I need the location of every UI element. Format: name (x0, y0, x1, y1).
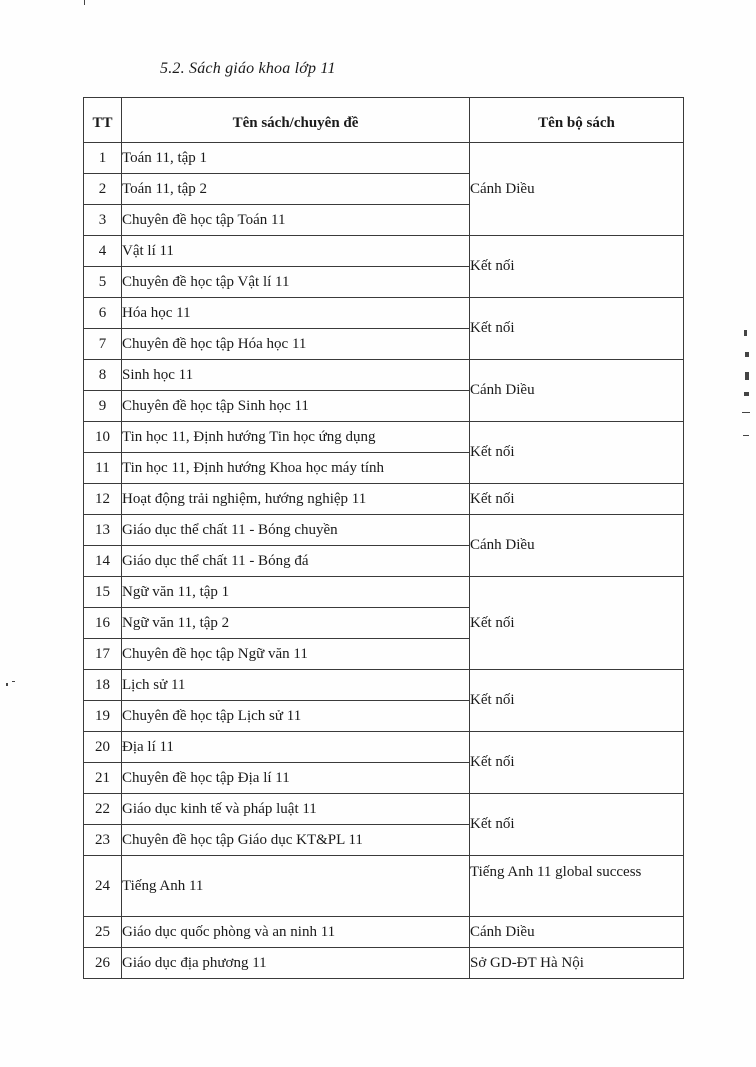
row-number: 6 (84, 298, 122, 329)
section-title: 5.2. Sách giáo khoa lớp 11 (160, 60, 336, 77)
table-row (84, 298, 684, 329)
row-number: 4 (84, 236, 122, 267)
book-name: Giáo dục thể chất 11 - Bóng chuyền (122, 515, 470, 546)
table-row (84, 143, 684, 174)
scan-mark (84, 0, 85, 5)
row-number: 16 (84, 608, 122, 639)
scan-mark (743, 435, 749, 436)
book-set: Tiếng Anh 11 global success (470, 856, 684, 917)
book-name: Chuyên đề học tập Vật lí 11 (122, 267, 470, 298)
row-number: 19 (84, 701, 122, 732)
book-name: Toán 11, tập 1 (122, 143, 470, 174)
row-number: 7 (84, 329, 122, 360)
scan-mark (742, 412, 750, 413)
row-number: 18 (84, 670, 122, 701)
book-set: Kết nối (470, 236, 684, 298)
book-name: Chuyên đề học tập Giáo dục KT&PL 11 (122, 825, 470, 856)
row-number: 17 (84, 639, 122, 670)
row-number: 11 (84, 453, 122, 484)
book-name: Chuyên đề học tập Hóa học 11 (122, 329, 470, 360)
book-set: Cánh Diều (470, 360, 684, 422)
book-name: Địa lí 11 (122, 732, 470, 763)
table-row (84, 732, 684, 763)
scan-mark (744, 330, 747, 336)
book-set: Kết nối (470, 422, 684, 484)
row-number: 9 (84, 391, 122, 422)
row-number: 21 (84, 763, 122, 794)
book-name: Chuyên đề học tập Lịch sử 11 (122, 701, 470, 732)
row-number: 12 (84, 484, 122, 515)
row-number: 3 (84, 205, 122, 236)
row-number: 13 (84, 515, 122, 546)
row-number: 10 (84, 422, 122, 453)
row-number: 14 (84, 546, 122, 577)
book-name: Chuyên đề học tập Ngữ văn 11 (122, 639, 470, 670)
scan-mark (745, 372, 749, 380)
book-set: Kết nối (470, 298, 684, 360)
book-set: Kết nối (470, 732, 684, 794)
book-name: Vật lí 11 (122, 236, 470, 267)
book-set: Sở GD-ĐT Hà Nội (470, 948, 684, 979)
header-book-name: Tên sách/chuyên đề (122, 98, 470, 143)
scan-mark (744, 392, 749, 396)
book-set: Kết nối (470, 484, 684, 515)
book-name: Tin học 11, Định hướng Khoa học máy tính (122, 453, 470, 484)
table-row (84, 917, 684, 948)
row-number: 24 (84, 856, 122, 917)
row-number: 8 (84, 360, 122, 391)
row-number: 22 (84, 794, 122, 825)
book-name: Tiếng Anh 11 (122, 856, 470, 917)
book-name: Hóa học 11 (122, 298, 470, 329)
scan-mark (12, 681, 15, 682)
book-name: Giáo dục quốc phòng và an ninh 11 (122, 917, 470, 948)
book-name: Lịch sử 11 (122, 670, 470, 701)
header-book-set: Tên bộ sách (470, 98, 684, 143)
row-number: 2 (84, 174, 122, 205)
book-name: Ngữ văn 11, tập 1 (122, 577, 470, 608)
book-set: Kết nối (470, 794, 684, 856)
scan-mark (745, 352, 749, 357)
row-number: 23 (84, 825, 122, 856)
row-number: 26 (84, 948, 122, 979)
book-name: Giáo dục thể chất 11 - Bóng đá (122, 546, 470, 577)
book-name: Chuyên đề học tập Toán 11 (122, 205, 470, 236)
book-name: Chuyên đề học tập Địa lí 11 (122, 763, 470, 794)
table-row (84, 794, 684, 825)
row-number: 15 (84, 577, 122, 608)
book-name: Chuyên đề học tập Sinh học 11 (122, 391, 470, 422)
table-header-row (84, 98, 684, 143)
table-row (84, 360, 684, 391)
table-row (84, 577, 684, 608)
row-number: 25 (84, 917, 122, 948)
table-row (84, 670, 684, 701)
book-name: Giáo dục địa phương 11 (122, 948, 470, 979)
book-name: Giáo dục kinh tế và pháp luật 11 (122, 794, 470, 825)
scan-mark (6, 683, 8, 686)
book-name: Ngữ văn 11, tập 2 (122, 608, 470, 639)
book-name: Tin học 11, Định hướng Tin học ứng dụng (122, 422, 470, 453)
book-name: Toán 11, tập 2 (122, 174, 470, 205)
textbook-table (83, 97, 684, 979)
book-set: Cánh Diều (470, 515, 684, 577)
book-set: Kết nối (470, 670, 684, 732)
book-name: Hoạt động trải nghiệm, hướng nghiệp 11 (122, 484, 470, 515)
book-name: Sinh học 11 (122, 360, 470, 391)
row-number: 5 (84, 267, 122, 298)
book-set: Cánh Diều (470, 143, 684, 236)
table-row (84, 236, 684, 267)
table-row (84, 422, 684, 453)
table-row (84, 484, 684, 515)
table-row (84, 515, 684, 546)
header-tt: TT (84, 98, 122, 143)
book-set: Cánh Diều (470, 917, 684, 948)
book-set: Kết nối (470, 577, 684, 670)
table-row (84, 948, 684, 979)
row-number: 1 (84, 143, 122, 174)
row-number: 20 (84, 732, 122, 763)
table-row (84, 856, 684, 917)
